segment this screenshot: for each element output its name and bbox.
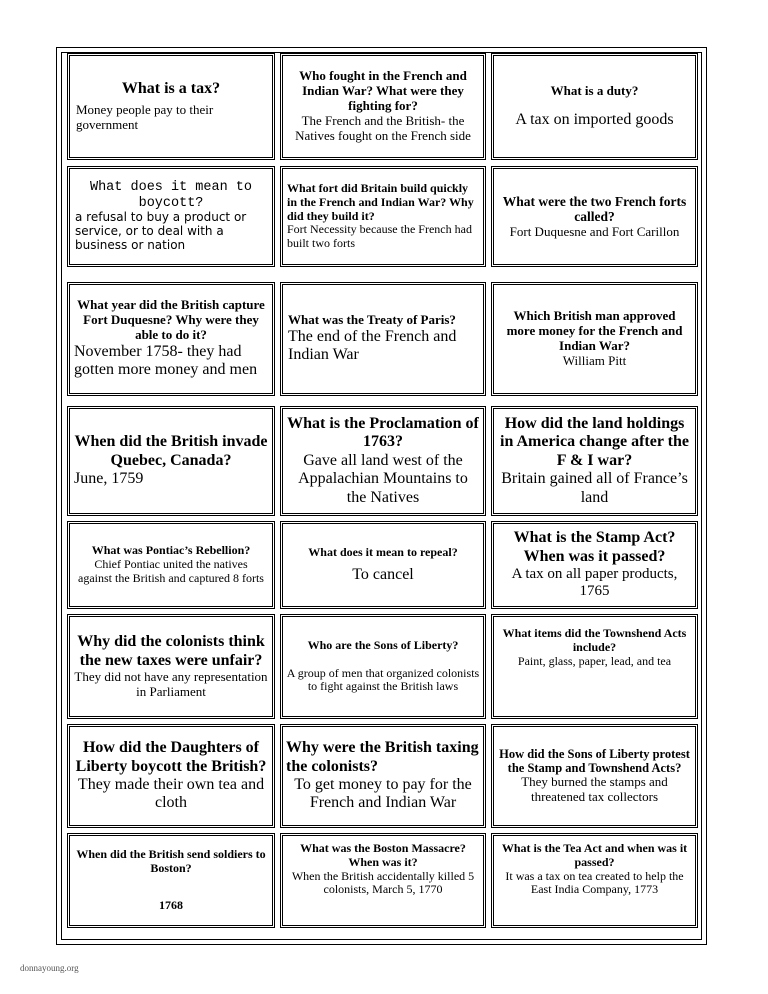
card-question: How did the Sons of Liberty protest the Stamp and Townshend Acts? bbox=[499, 746, 690, 776]
card-answer: Chief Pontiac united the natives against the British and captured 8 forts bbox=[78, 557, 264, 585]
card-question: When did the British send soldiers to Boston? bbox=[76, 846, 266, 875]
card-land-holdings bbox=[491, 406, 698, 516]
card-question: What is the Stamp Act? When was it passed? bbox=[513, 529, 676, 565]
card-french-forts bbox=[491, 166, 698, 267]
card-answer: June, 1759 bbox=[74, 470, 144, 488]
card-sons-of-liberty bbox=[280, 614, 486, 719]
card-question: What items did the Townshend Acts include? bbox=[502, 626, 687, 654]
card-answer: A tax on all paper products, 1765 bbox=[511, 566, 678, 600]
card-repeal bbox=[280, 521, 486, 609]
site-credit: donnayoung.org bbox=[20, 963, 79, 973]
card-question: What was Pontiac’s Rebellion? bbox=[91, 543, 251, 558]
card-townshend-acts bbox=[491, 614, 698, 719]
card-stamp-act bbox=[491, 521, 698, 609]
card-answer: A group of men that organized colonists to fight against the British laws bbox=[286, 665, 480, 694]
card-answer: November 1758- they had gotten more money and men bbox=[74, 343, 258, 379]
card-question: Which British man approved more money for the French and Indian War? bbox=[506, 308, 683, 353]
card-question: Who fought in the French and Indian War? What were they fighting for? bbox=[299, 68, 467, 114]
card-answer: a refusal to buy a product or service, or to deal with a business or nation bbox=[75, 210, 247, 252]
card-answer: They did not have any representation in Parliament bbox=[74, 668, 268, 699]
card-question: What is a tax? bbox=[121, 80, 221, 98]
card-question: How did the land holdings in America change after the F & I war? bbox=[500, 415, 689, 469]
card-answer: To cancel bbox=[352, 565, 414, 583]
card-unfair-taxes bbox=[67, 614, 275, 719]
card-answer: When the British accidentally killed 5 colonists, March 5, 1770 bbox=[291, 868, 475, 897]
card-question: What were the two French forts called? bbox=[502, 193, 687, 225]
card-boycott bbox=[67, 166, 275, 267]
card-sons-protest bbox=[491, 724, 698, 828]
card-answer: To get money to pay for the French and Indian War bbox=[294, 776, 472, 812]
card-answer: Paint, glass, paper, lead, and tea bbox=[517, 653, 672, 668]
card-question: What was the Treaty of Paris? bbox=[288, 312, 456, 328]
card-question: What is a duty? bbox=[550, 82, 639, 98]
card-question: When did the British invade Quebec, Canada? bbox=[74, 433, 268, 469]
card-answer: The French and the British- the Natives fought on the French side bbox=[295, 112, 471, 143]
card-fort-duquesne bbox=[67, 282, 275, 396]
card-quebec bbox=[67, 406, 275, 516]
card-question: What is the Tea Act and when was it passed? bbox=[501, 841, 688, 869]
card-fort-necessity bbox=[280, 166, 486, 267]
card-william-pitt bbox=[491, 282, 698, 396]
card-question: What year did the British capture Fort Duquesne? Why were they able to do it? bbox=[77, 297, 265, 343]
card-duty bbox=[491, 53, 698, 160]
card-daughters-of-liberty bbox=[67, 724, 275, 828]
card-question: What fort did Britain build quickly in the French and Indian War? Why did they build it? bbox=[287, 181, 474, 223]
card-boston-massacre bbox=[280, 833, 486, 928]
card-answer: It was a tax on tea created to help the East India Company, 1773 bbox=[505, 868, 684, 897]
card-question: What does it mean to boycott? bbox=[89, 180, 253, 211]
card-question: Why did the colonists think the new taxes were unfair? bbox=[77, 633, 265, 669]
card-pontiac bbox=[67, 521, 275, 609]
card-answer: The end of the French and Indian War bbox=[288, 328, 457, 364]
card-question: What does it mean to repeal? bbox=[308, 544, 458, 559]
card-answer: They made their own tea and cloth bbox=[77, 776, 265, 812]
card-answer: A tax on imported goods bbox=[515, 110, 674, 128]
card-tea-act bbox=[491, 833, 698, 928]
card-answer: Fort Necessity because the French had built two forts bbox=[287, 222, 472, 251]
card-taxing-colonists bbox=[280, 724, 486, 828]
card-question: Why were the British taxing the colonists? bbox=[286, 739, 479, 775]
card-answer: They burned the stamps and threatened tax collectors bbox=[521, 774, 668, 805]
card-answer: Gave all land west of the Appalachian Mountains to the Natives bbox=[298, 451, 468, 506]
card-french-indian-war bbox=[280, 53, 486, 160]
card-question: How did the Daughters of Liberty boycott the British? bbox=[75, 739, 267, 775]
card-tax bbox=[67, 53, 275, 160]
card-proclamation-1763 bbox=[280, 406, 486, 516]
card-answer: William Pitt bbox=[562, 352, 627, 368]
card-treaty-of-paris bbox=[280, 282, 486, 396]
card-question: What was the Boston Massacre? When was it? bbox=[300, 841, 466, 869]
card-question: What is the Proclamation of 1763? bbox=[287, 415, 479, 451]
card-answer: Money people pay to their government bbox=[76, 101, 214, 132]
card-question: Who are the Sons of Liberty? bbox=[307, 637, 459, 652]
card-answer: Fort Duquesne and Fort Carillon bbox=[509, 223, 680, 239]
card-soldiers-boston bbox=[67, 833, 275, 928]
card-answer: Britain gained all of France’s land bbox=[501, 470, 688, 506]
card-answer: 1768 bbox=[159, 898, 183, 913]
